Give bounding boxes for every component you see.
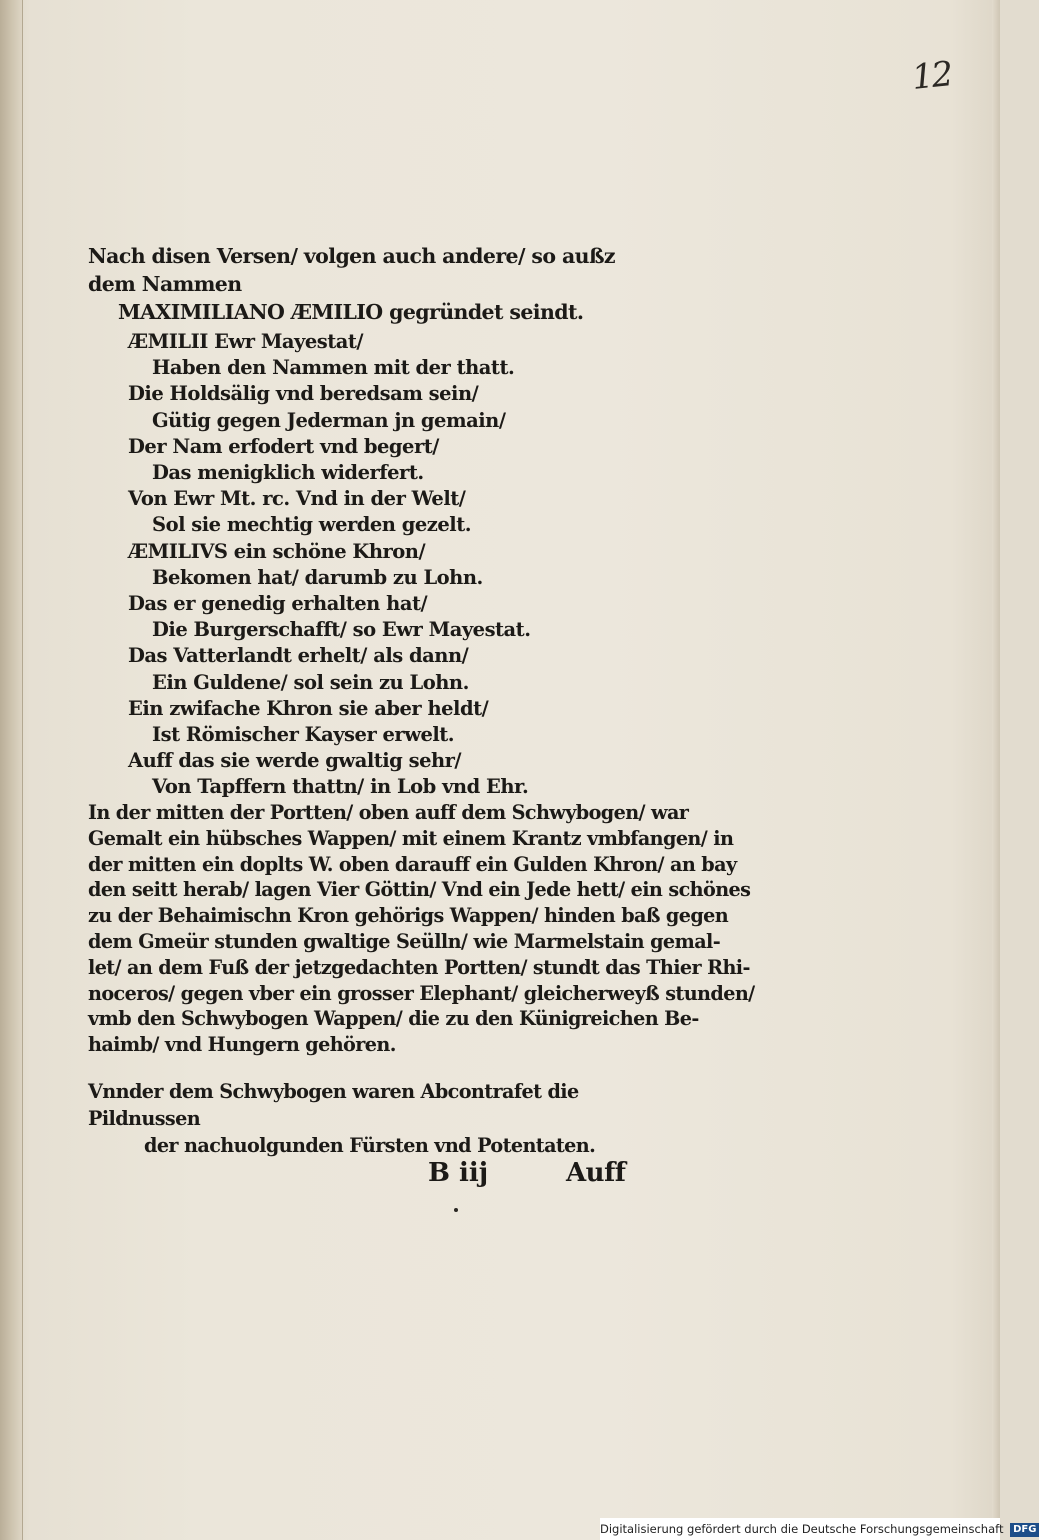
footer-text: Digitalisierung gefördert durch die Deutsche Forschungsgemeinschaft [600,1522,1004,1536]
heading-line-2: MAXIMILIANO ÆMILIO gegründet seindt. [118,300,584,324]
paragraph-line: vmb den Schwybogen Wappen/ die zu den Künigreichen Be- [88,1007,699,1031]
signature-mark: B iij [428,1158,489,1188]
closing-line-2: der nachuolgunden Fürsten vnd Potentaten. [144,1134,596,1157]
verse-line: Auff das sie werde gwaltig sehr/ [128,749,462,773]
book-gutter [0,0,23,1540]
verse-line: Bekomen hat/ darumb zu Lohn. [152,565,483,589]
page-edge [992,0,1000,1540]
closing-paragraph [88,1078,648,1159]
description-paragraph [88,800,755,1058]
verse-line: ÆMILIVS ein schöne Khron/ [128,539,426,563]
paragraph-line: den seitt herab/ lagen Vier Göttin/ Vnd ein Jede hett/ ein schönes [88,878,751,902]
paragraph-line: Gemalt ein hübsches Wappen/ mit einem Krantz vmbfangen/ in [88,826,734,850]
paragraph-line: haimb/ vnd Hungern gehören. [88,1033,396,1057]
verse-line: ÆMILII Ewr Mayestat/ [128,330,364,353]
catchword: Auff [566,1158,626,1188]
verse-line: Sol sie mechtig werden gezelt. [152,513,471,537]
paragraph-line: zu der Behaimischn Kron gehörigs Wappen/ hinden baß gegen [88,904,729,928]
verse-line: Die Holdsälig vnd beredsam sein/ [128,382,479,406]
paragraph-line: noceros/ gegen vber ein grosser Elephant/ gleicherweyß stunden/ [88,981,755,1005]
verse-line: Die Burgerschafft/ so Ewr Mayestat. [152,618,531,642]
verse-line: Das Vatterlandt erhelt/ als dann/ [128,644,469,668]
verse-line: Ist Römischer Kayser erwelt. [152,723,455,747]
verse-line: Von Tapffern thattn/ in Lob vnd Ehr. [152,775,529,799]
verse-line: Ein zwifache Khron sie aber heldt/ [128,696,489,720]
section-heading [88,242,648,326]
closing-line-1: Vnnder dem Schwybogen waren Abcontrafet die Pildnussen [88,1080,579,1130]
paragraph-line: In der mitten der Portten/ oben auff dem Schwybogen/ war [88,801,689,824]
verse-line: Das menigklich widerfert. [152,461,424,485]
dfg-logo-icon: DFG [1010,1523,1039,1537]
paragraph-line: dem Gmeür stunden gwaltige Seülln/ wie Marmelstain gemal- [88,929,721,953]
verse-line: Gütig gegen Jederman jn gemain/ [152,408,506,432]
folio-number: 12 [910,54,954,98]
paragraph-line: der mitten ein doplts W. oben darauff ein Gulden Khron/ an bay [88,852,737,876]
verse-line: Das er genedig erhalten hat/ [128,592,428,616]
paragraph-line: let/ an dem Fuß der jetzgedachten Portten/ stundt das Thier Rhi- [88,955,750,979]
digitization-footer [600,1518,1037,1540]
verse-line: Haben den Nammen mit der thatt. [152,356,515,380]
verse-line: Ein Guldene/ sol sein zu Lohn. [152,670,469,694]
heading-line-1: Nach disen Versen/ volgen auch andere/ so außz dem Nammen [88,244,615,296]
verse-block [128,329,648,801]
verse-line: Von Ewr Mt. rc. Vnd in der Welt/ [128,487,466,511]
ink-dot [454,1208,458,1212]
verse-line: Der Nam erfodert vnd begert/ [128,434,439,458]
